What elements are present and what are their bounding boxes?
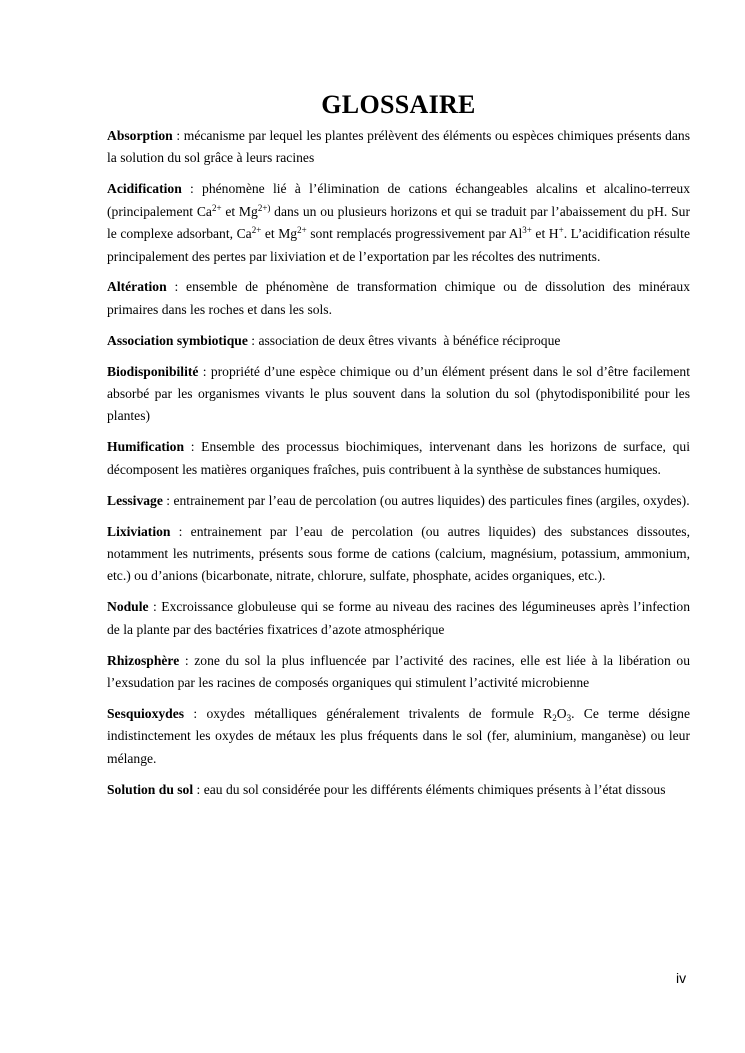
- glossary-definition: : zone du sol la plus influencée par l’activité des racines, elle est liée à la libération ou l’exsudation par les racines de composés organiques qui stimulent l’activité microbienne: [107, 652, 690, 691]
- page-number: iv: [676, 970, 687, 986]
- page-title: GLOSSAIRE: [321, 90, 476, 119]
- glossary-term: Nodule: [107, 599, 149, 615]
- definition-text: dans un ou plusieurs horizons et qui se traduit par l’abaissement du pH. Sur le complexe adsorbant, Ca: [107, 203, 690, 242]
- glossary-term: Association symbiotique: [107, 332, 248, 348]
- definition-text: et H: [531, 226, 559, 242]
- glossary-entry-association-symbiotique: [107, 330, 690, 352]
- subscript: 2: [552, 712, 557, 723]
- glossary-entry-solution-du-sol: [107, 779, 690, 801]
- glossary-entry-lixiviation: [107, 521, 690, 588]
- glossary-term: Acidification: [107, 181, 182, 197]
- glossary-entry-lessivage: [107, 490, 690, 512]
- glossary-term: Sesquioxydes: [107, 705, 185, 721]
- definition-text: et Mg: [261, 226, 298, 242]
- glossary-definition: : eau du sol considérée pour les différents éléments chimiques présents à l’état dissous: [193, 781, 666, 797]
- glossary-entry-biodisponibilite: [107, 361, 690, 428]
- subscript: 3: [566, 712, 572, 723]
- glossary-definition: : entrainement par l’eau de percolation (ou autres liquides) des substances dissoutes, notamment les nutriments, présents sous forme de cations (calcium, magnésium, potassium, ammonium, etc.) ou d’anions (bicarbonate, nitrate, chlorure, sulfate, phosphate, acides organiques, etc.).: [107, 523, 690, 584]
- glossary-term: Altération: [107, 279, 167, 295]
- definition-text: : phénomène lié à l’élimination de cations échangeables alcalins et alcalino-terreux (principalement Ca: [107, 181, 690, 219]
- glossary-term: Solution du sol: [107, 781, 194, 797]
- glossary-entry-sesquioxydes: [107, 703, 690, 770]
- glossary-entry-rhizosphere: [107, 650, 690, 695]
- glossary-definition: : entrainement par l’eau de percolation (ou autres liquides) des particules fines (argiles, oxydes).: [162, 492, 690, 508]
- glossary-entry-absorption: [107, 125, 690, 170]
- glossary-term: Humification: [107, 439, 185, 455]
- glossary-definition: : Excroissance globuleuse qui se forme au niveau des racines des légumineuses après l’infection de la plante par des bactéries fixatrices d’azote atmosphérique: [107, 599, 690, 637]
- superscript: 2+: [211, 202, 222, 213]
- definition-text: O: [556, 705, 567, 721]
- superscript: 2+: [251, 225, 262, 236]
- definition-text: : oxydes métalliques généralement trivalents de formule R: [184, 705, 553, 721]
- superscript: 2+: [297, 225, 307, 236]
- glossary-term: Lessivage: [107, 492, 163, 508]
- superscript: 2+): [257, 202, 271, 213]
- glossary-term: Lixiviation: [107, 523, 171, 539]
- definition-text: . L’acidification résulte principalement des pertes par lixiviation et de l’exportation par les récoltes des nutriments.: [107, 226, 690, 264]
- glossary-term: Biodisponibilité: [107, 363, 199, 379]
- glossary-entry-humification: [107, 436, 690, 481]
- glossary-term: Rhizosphère: [107, 652, 180, 668]
- glossary-entry-acidification: [107, 178, 690, 268]
- glossary-term: Absorption: [107, 128, 173, 143]
- glossary-definition: : propriété d’une espèce chimique ou d’un élément présent dans le sol d’être facilement absorbé par les organismes vivants le plus souvent dans la solution du sol (phytodisponibilité pour les plantes): [107, 363, 690, 424]
- glossary-definition: : mécanisme par lequel les plantes prélèvent des éléments ou espèces chimiques présents dans la solution du sol grâce à leurs racines: [107, 128, 690, 166]
- glossary-page: [107, 90, 690, 810]
- definition-text: sont remplacés progressivement par Al: [306, 226, 523, 242]
- definition-text: et Mg: [221, 203, 258, 219]
- glossary-definition: : Ensemble des processus biochimiques, intervenant dans les horizons de surface, qui décomposent les matières organiques fraîches, puis contribuent à la synthèse de substances humiques.: [107, 439, 690, 477]
- superscript: 3+: [522, 225, 532, 236]
- glossary-entry-alteration: [107, 276, 690, 321]
- definition-text: . Ce terme désigne indistinctement les oxydes de métaux les plus fréquents dans le sol (fer, aluminium, manganèse) ou leur mélange.: [107, 705, 690, 766]
- glossary-definition: : ensemble de phénomène de transformation chimique ou de dissolution des minéraux primaires dans les roches et dans les sols.: [107, 279, 690, 317]
- glossary-entry-nodule: [107, 596, 690, 641]
- glossary-definition: : association de deux êtres vivants à bénéfice réciproque: [247, 332, 561, 348]
- superscript: +: [558, 225, 564, 236]
